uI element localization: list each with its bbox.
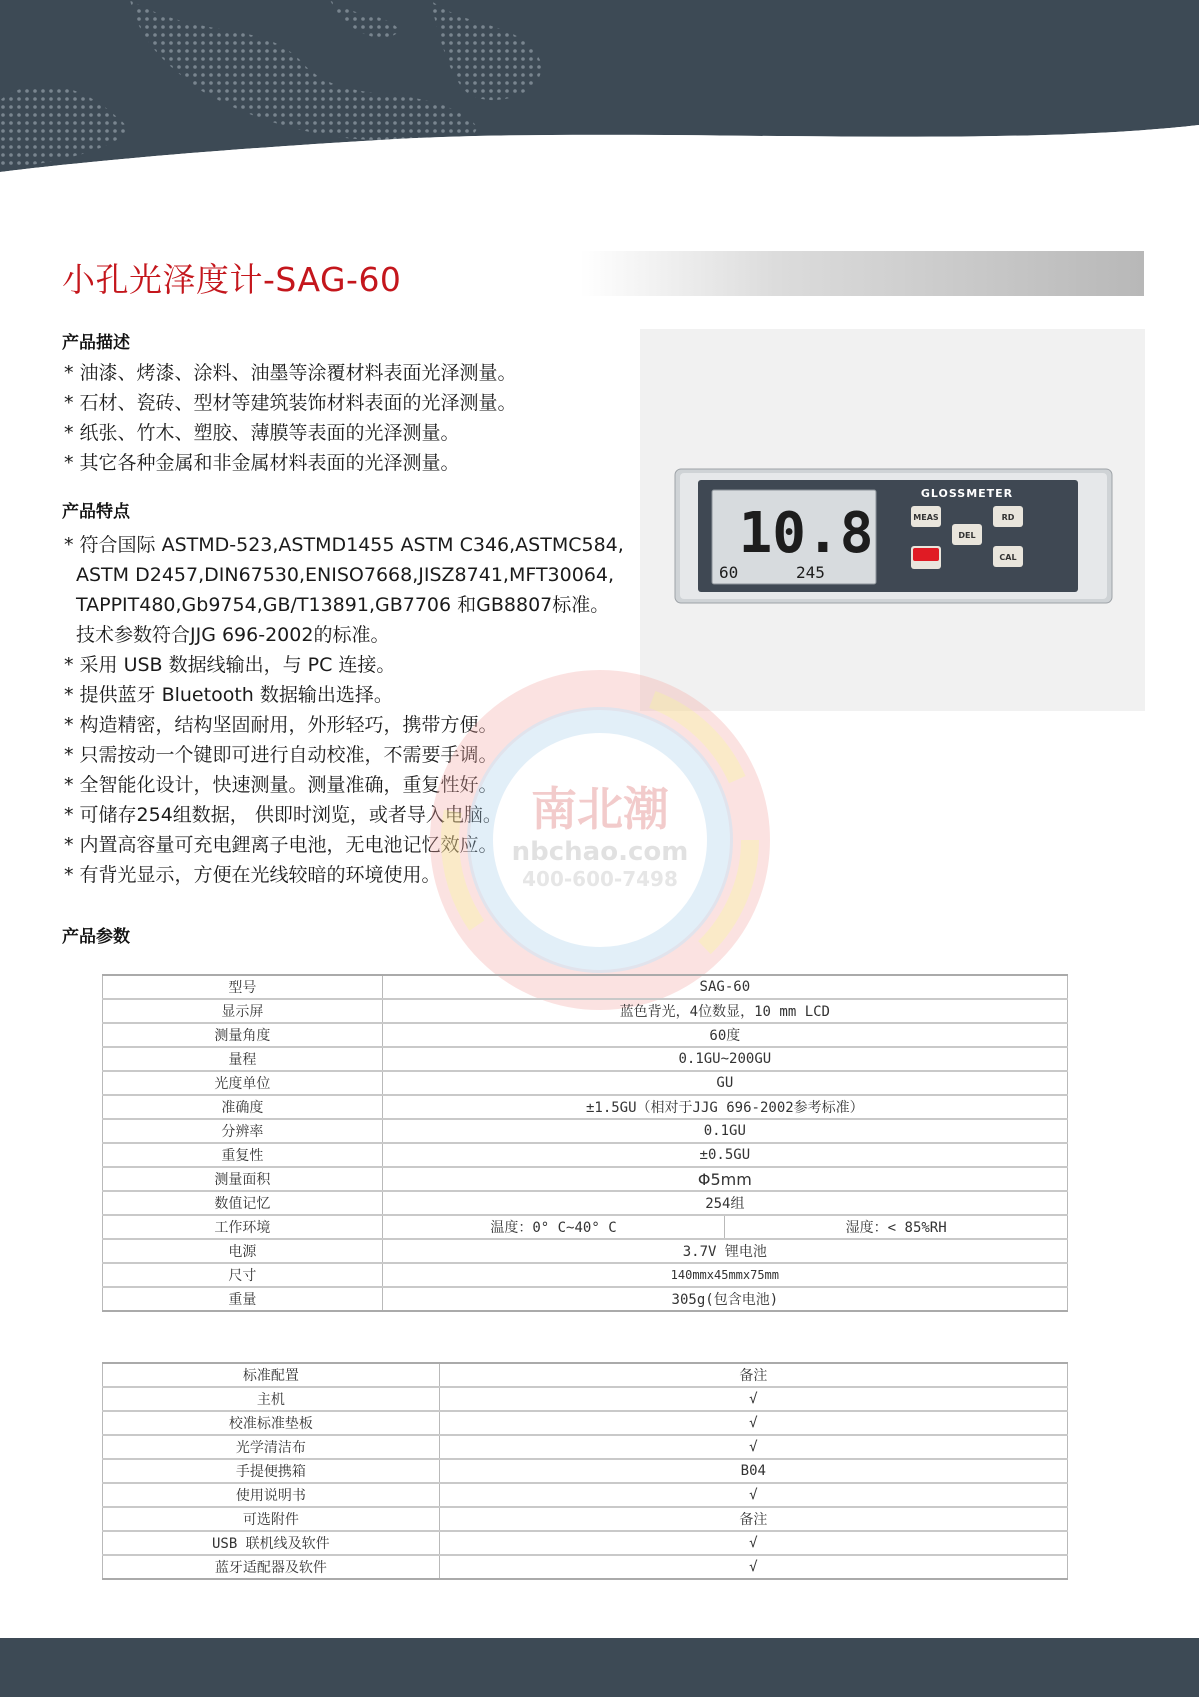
config-value: √ — [439, 1387, 1067, 1411]
spec-label: 重复性 — [103, 1143, 383, 1167]
table-row — [103, 1483, 1068, 1507]
spec-value-humidity: 湿度：< 85%RH — [725, 1215, 1068, 1239]
glossmeter-device-image — [674, 468, 1113, 604]
spec-label: 测量面积 — [103, 1167, 383, 1191]
spec-label: 重量 — [103, 1287, 383, 1311]
cal-button-label: CAL — [999, 553, 1017, 562]
config-label: 蓝牙适配器及软件 — [103, 1555, 440, 1579]
watermark-phone: 400-600-7498 — [522, 867, 678, 891]
config-label: 标准配置 — [103, 1363, 440, 1387]
nbchao-watermark — [420, 660, 780, 1020]
footer-band — [0, 1638, 1199, 1697]
table-row — [103, 1287, 1068, 1311]
spec-table — [102, 974, 1068, 1312]
spec-value: SAG-60 — [382, 975, 1067, 999]
spec-label: 准确度 — [103, 1095, 383, 1119]
config-table — [102, 1362, 1068, 1580]
table-row — [103, 1191, 1068, 1215]
config-value: √ — [439, 1411, 1067, 1435]
features-standard-line: * 符合国际 ASTMD-523,ASTMD1455 ASTM C346,ASTMC584, — [64, 534, 624, 556]
spec-label: 电源 — [103, 1239, 383, 1263]
table-row — [103, 1143, 1068, 1167]
spec-value: ±0.5GU — [382, 1143, 1067, 1167]
spec-label: 工作环境 — [103, 1215, 383, 1239]
description-item: * 其它各种金属和非金属材料表面的光泽测量。 — [64, 452, 460, 474]
spec-label: 光度单位 — [103, 1071, 383, 1095]
config-label: 光学清洁布 — [103, 1435, 440, 1459]
spec-value-temperature: 温度：0° C~40° C — [382, 1215, 725, 1239]
config-value: √ — [439, 1555, 1067, 1579]
table-row — [103, 1095, 1068, 1119]
lcd-main-readout: 10.8 — [738, 501, 874, 566]
spec-value: 0.1GU~200GU — [382, 1047, 1067, 1071]
table-row — [103, 1387, 1068, 1411]
config-value: √ — [439, 1435, 1067, 1459]
page-title: 小孔光泽度计-SAG-60 — [62, 260, 402, 299]
description-item: * 纸张、竹木、塑胶、薄膜等表面的光泽测量。 — [64, 422, 460, 444]
spec-value: 305g(包含电池) — [382, 1287, 1067, 1311]
config-label: 手提便携箱 — [103, 1459, 440, 1483]
spec-label: 数值记忆 — [103, 1191, 383, 1215]
lcd-sub-readout: 245 — [796, 563, 825, 582]
config-label: 使用说明书 — [103, 1483, 440, 1507]
features-standard-line: TAPPIT480,Gb9754,GB/T13891,GB7706 和GB8807标准。 — [76, 594, 610, 616]
config-value: √ — [439, 1483, 1067, 1507]
table-row — [103, 1167, 1068, 1191]
features-item: * 全智能化设计，快速测量。测量准确，重复性好。 — [64, 774, 498, 796]
spec-label: 尺寸 — [103, 1263, 383, 1287]
section-heading-features: 产品特点 — [62, 502, 130, 522]
section-heading-description: 产品描述 — [62, 333, 130, 353]
table-row — [103, 1531, 1068, 1555]
spec-label: 型号 — [103, 975, 383, 999]
table-row — [103, 1435, 1068, 1459]
table-row — [103, 1047, 1068, 1071]
spec-value: 254组 — [382, 1191, 1067, 1215]
features-item: * 构造精密，结构坚固耐用，外形轻巧，携带方便。 — [64, 714, 498, 736]
spec-value: ±1.5GU（相对于JJG 696-2002参考标准） — [382, 1095, 1067, 1119]
description-item: * 油漆、烤漆、涂料、油墨等涂覆材料表面光泽测量。 — [64, 362, 517, 384]
features-standard-line: 技术参数符合JJG 696-2002的标准。 — [76, 624, 390, 646]
features-item: * 有背光显示，方便在光线较暗的环境使用。 — [64, 864, 441, 886]
config-value: B04 — [439, 1459, 1067, 1483]
table-row — [103, 1263, 1068, 1287]
config-label: 校准标准垫板 — [103, 1411, 440, 1435]
spec-value: 0.1GU — [382, 1119, 1067, 1143]
table-row — [103, 1507, 1068, 1531]
spec-label: 分辨率 — [103, 1119, 383, 1143]
table-row — [103, 1411, 1068, 1435]
spec-label: 量程 — [103, 1047, 383, 1071]
del-button-label: DEL — [958, 531, 976, 540]
table-row — [103, 1215, 1068, 1239]
table-row — [103, 1459, 1068, 1483]
device-label: GLOSSMETER — [920, 487, 1014, 500]
section-heading-params: 产品参数 — [62, 927, 130, 947]
spec-value: 60度 — [382, 1023, 1067, 1047]
config-label: 可选附件 — [103, 1507, 440, 1531]
table-row — [103, 999, 1068, 1023]
spec-label: 测量角度 — [103, 1023, 383, 1047]
table-row — [103, 1119, 1068, 1143]
features-standard-line: ASTM D2457,DIN67530,ENISO7668,JISZ8741,MFT30064, — [76, 564, 615, 586]
config-value: √ — [439, 1531, 1067, 1555]
spec-value: Φ5mm — [382, 1167, 1067, 1191]
watermark-brand: 南北潮 — [531, 782, 669, 836]
table-row — [103, 1363, 1068, 1387]
table-row — [103, 1239, 1068, 1263]
description-item: * 石材、瓷砖、型材等建筑装饰材料表面的光泽测量。 — [64, 392, 517, 414]
config-value: 备注 — [439, 1507, 1067, 1531]
config-label: 主机 — [103, 1387, 440, 1411]
table-row — [103, 1023, 1068, 1047]
header-banner — [0, 0, 1199, 200]
table-row — [103, 1555, 1068, 1579]
spec-label: 显示屏 — [103, 999, 383, 1023]
lcd-angle-readout: 60 — [719, 563, 739, 582]
features-item: * 提供蓝牙 Bluetooth 数据输出选择。 — [64, 684, 393, 706]
table-row — [103, 975, 1068, 999]
watermark-url: nbchao.com — [511, 837, 689, 867]
table-row — [103, 1071, 1068, 1095]
config-label: USB 联机线及软件 — [103, 1531, 440, 1555]
features-item: * 可储存254组数据， 供即时浏览，或者导入电脑。 — [64, 804, 502, 826]
features-item: * 采用 USB 数据线输出，与 PC 连接。 — [64, 654, 396, 676]
spec-value: 蓝色背光，4位数显，10 mm LCD — [382, 999, 1067, 1023]
meas-button-label: MEAS — [913, 513, 939, 522]
rd-button-label: RD — [1001, 513, 1015, 522]
spec-value: 140mmx45mmx75mm — [382, 1263, 1067, 1287]
spec-value: 3.7V 锂电池 — [382, 1239, 1067, 1263]
features-item: * 只需按动一个键即可进行自动校准，不需要手调。 — [64, 744, 498, 766]
spec-value: GU — [382, 1071, 1067, 1095]
features-item: * 内置高容量可充电鋰离子电池，无电池记忆效应。 — [64, 834, 498, 856]
config-value: 备注 — [439, 1363, 1067, 1387]
